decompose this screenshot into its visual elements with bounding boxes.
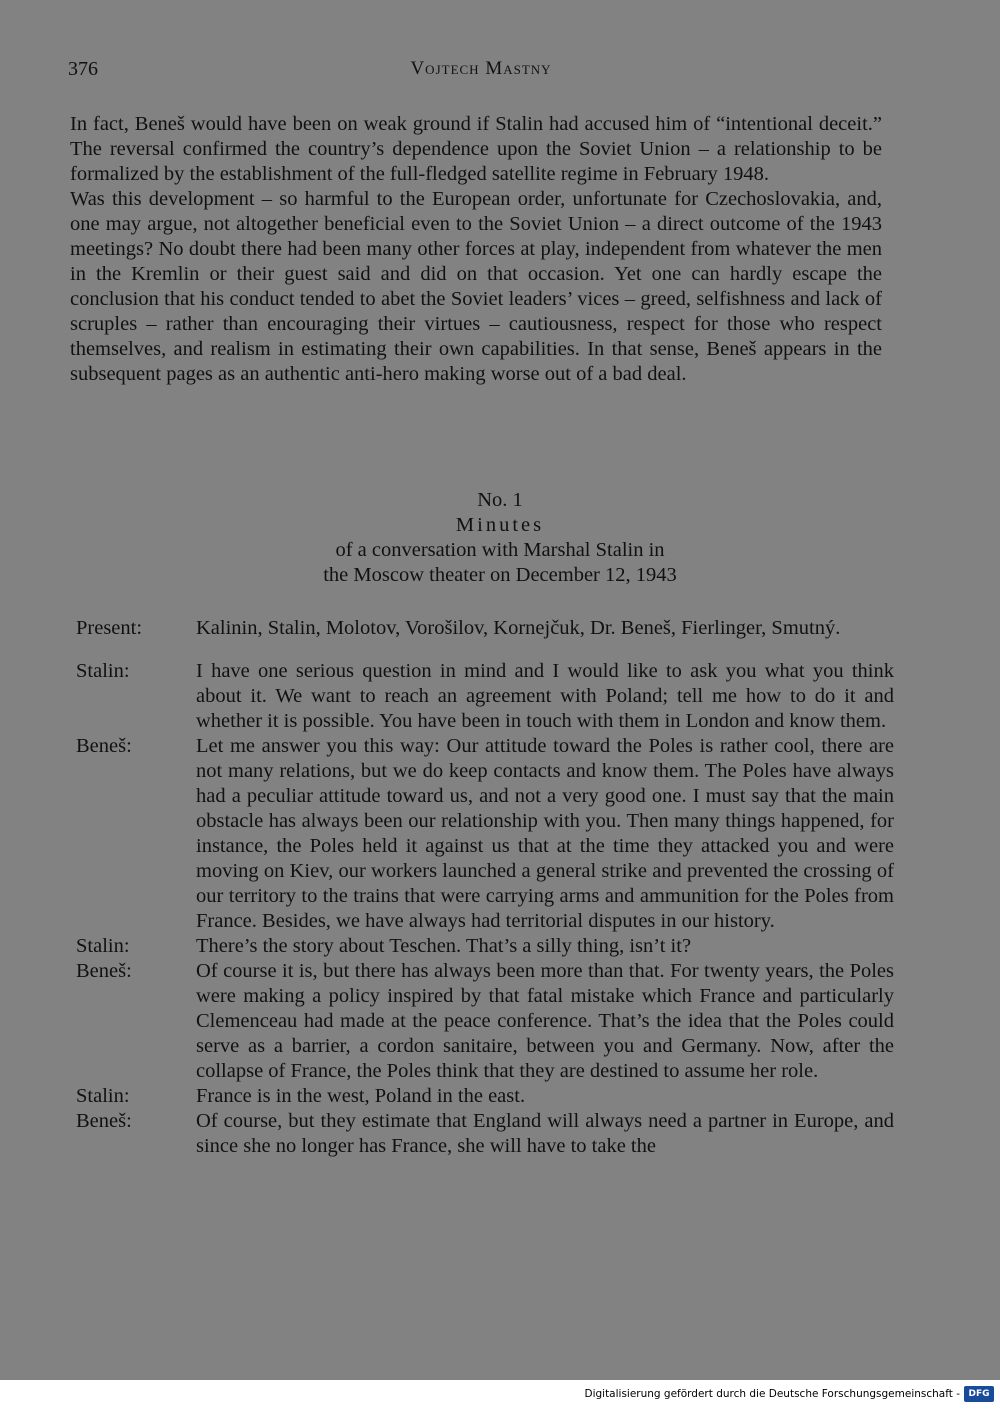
funding-credit: Digitalisierung gefördert durch die Deutsche Forschungsgemeinschaft - — [584, 1388, 960, 1400]
dialogue-turn — [74, 1109, 894, 1159]
dialogue-turn-present — [74, 616, 894, 641]
speaker-label: Stalin: — [76, 660, 130, 682]
speech-text: Of course it is, but there has always been more than that. For twenty years, the Poles were making a policy inspired by that fatal mistake which France and particularly Clemenceau had made at the peace conference. That’s the idea that the Poles could serve as a barrier, a cordon sanitaire, between you and Germany. Now, after the collapse of France, the Poles think that they are destined to assume her role. — [196, 960, 894, 1082]
document-heading — [180, 488, 820, 588]
speech-text: France is in the west, Poland in the east. — [196, 1085, 526, 1107]
speaker-label: Beneš: — [76, 1110, 132, 1132]
page-header — [68, 58, 894, 88]
speech-text: Let me answer you this way: Our attitude toward the Poles is rather cool, there are not many relations, but we do keep contacts and know them. The Poles have always had a peculiar attitude toward us, and not a very good one. I must say that the main obstacle has always been our relationship with you. Then many things happened, for instance, the Poles held it against us that at the time they attacked you and were moving on Kiev, our workers launched a general strike and prevented the crossing of our territory to the trains that were carrying arms and ammunition for the Poles from France. Besides, we have always had territorial disputes in our history. — [196, 735, 894, 932]
dialogue-turn — [74, 959, 894, 1084]
page-number: 376 — [68, 58, 98, 80]
document-title: Minutes — [455, 514, 545, 536]
speaker-label: Stalin: — [76, 1085, 130, 1107]
speech-text: Of course, but they estimate that England will always need a partner in Europe, and since she no longer has France, she will have to take the — [196, 1110, 894, 1157]
dialogue-transcript — [74, 616, 894, 1159]
dialogue-turn — [74, 659, 894, 734]
intro-text — [70, 112, 882, 387]
dialogue-turn — [74, 734, 894, 934]
dfg-logo: DFG — [964, 1386, 994, 1402]
document-number: No. 1 — [477, 489, 523, 511]
intro-paragraph-2: Was this development – so harmful to the European order, unfortunate for Czechoslovakia, and, one may argue, not altogether beneficial even to the Soviet Union – a direct outcome of the 1943 meetings? No doubt there had been many other forces at play, independent from whatever the men in the Kremlin or their guest said and did on that occasion. Yet one can hardly escape the conclusion that his conduct tended to abet the Soviet leaders’ vices – greed, selfishness and lack of scruples – rather than encouraging their virtues – cautiousness, respect for those who respect themselves, and realism in estimating their own capabilities. In that sense, Beneš appears in the subsequent pages as an authentic anti-hero making worse out of a bad deal. — [70, 188, 882, 385]
speaker-label: Stalin: — [76, 935, 130, 957]
intro-paragraph-1: In fact, Beneš would have been on weak ground if Stalin had accused him of “intentional deceit.” The reversal confirmed the country’s dependence upon the Soviet Union – a relationship to be formalized by the establishment of the full-fledged satellite regime in February 1948. — [70, 113, 882, 185]
dialogue-turn — [74, 934, 894, 959]
dialogue-turn — [74, 1084, 894, 1109]
document-subtitle-line-2: the Moscow theater on December 12, 1943 — [323, 564, 677, 586]
document-subtitle-line-1: of a conversation with Marshal Stalin in — [335, 539, 665, 561]
speech-text: Kalinin, Stalin, Molotov, Vorošilov, Kornejčuk, Dr. Beneš, Fierlinger, Smutný. — [196, 617, 841, 639]
speaker-label: Beneš: — [76, 735, 132, 757]
speaker-label: Present: — [76, 617, 143, 639]
speech-text: There’s the story about Teschen. That’s a silly thing, isn’t it? — [196, 935, 692, 957]
digitization-footer — [0, 1380, 1000, 1409]
running-head: Vojtech Mastny — [410, 58, 552, 79]
speaker-label: Beneš: — [76, 960, 132, 982]
speech-text: I have one serious question in mind and I would like to ask you what you think about it. We want to reach an agreement with Poland; tell me how to do it and whether it is possible. You have been in touch with them in London and know them. — [196, 660, 894, 732]
